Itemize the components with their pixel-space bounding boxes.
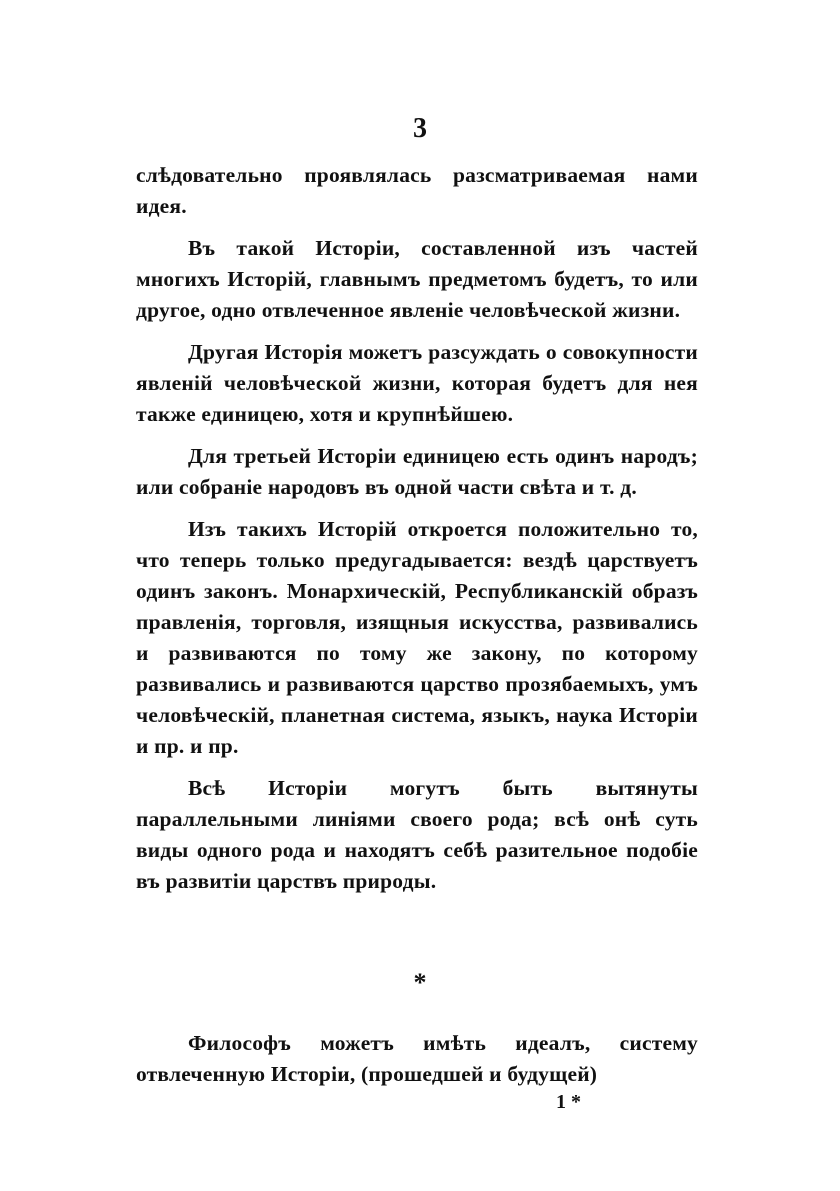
page-number: 3 [413, 113, 427, 144]
paragraph: Всѣ Исторіи могутъ быть вытянуты параллельными линіями своего рода; всѣ онѣ суть виды одного рода и находятъ себѣ разительное подобіе въ развитіи царствъ природы. [136, 776, 698, 893]
paragraph-continued: слѣдовательно проявлялась разсматриваемая нами идея. [136, 163, 698, 218]
paragraph: Другая Исторія можетъ разсуждать о совокупности явленій человѣческой жизни, которая будетъ для нея также единицею, хотя и крупнѣйшею. [136, 340, 698, 426]
body-text [136, 160, 698, 897]
section-separator-asterisk: * [413, 968, 427, 997]
paragraph: Въ такой Исторіи, составленной изъ частей многихъ Исторій, главнымъ предметомъ будетъ, то или другое, одно отвлеченное явленіе человѣческой жизни. [136, 236, 698, 322]
signature-mark: 1 * [556, 1091, 581, 1113]
paragraph: Изъ такихъ Исторій откроется положительно то, что теперь только предугадывается: вездѣ царствуетъ одинъ законъ. Монархическій, Республиканскій образъ правленія, торговля, изящныя искусства, развивались и развиваются по тому же закону, по которому развивались и развиваются царство прозябаемыхъ, умъ человѣческій, планетная система, языкъ, наука Исторіи и пр. и пр. [136, 517, 698, 758]
paragraph: Для третьей Исторіи единицею есть одинъ народъ; или собраніе народовъ въ одной части свѣта и т. д. [136, 444, 698, 499]
paragraph-after-separator: Философъ можетъ имѣть идеалъ, систему отвлеченную Исторіи, (прошедшей и будущей) [136, 1031, 698, 1086]
